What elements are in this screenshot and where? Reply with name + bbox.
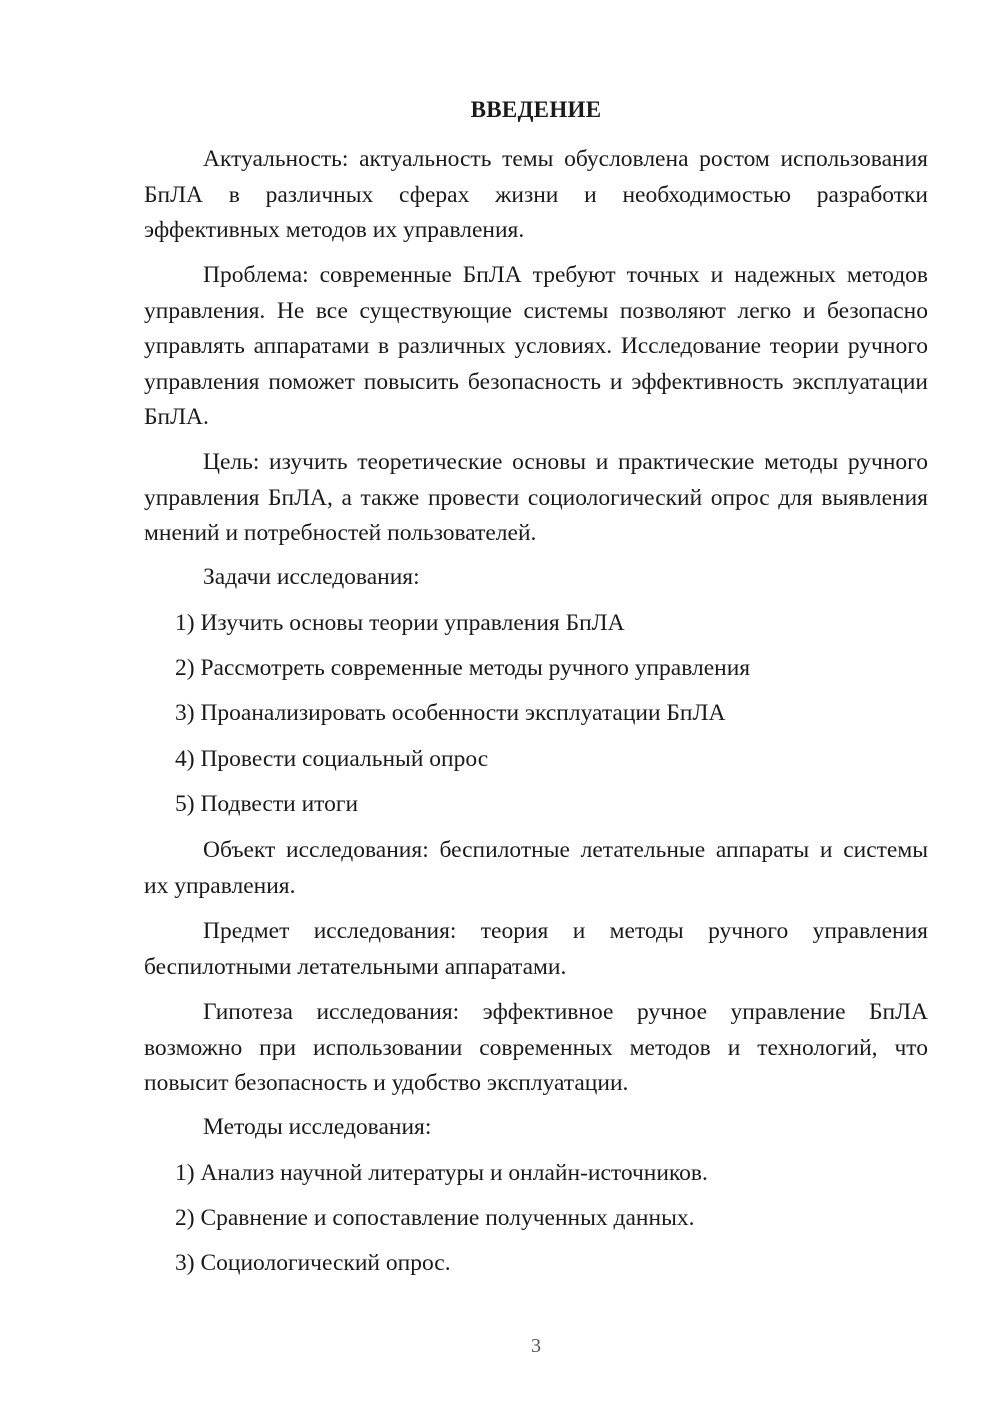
problem-paragraph: Проблема: современные БпЛА требуют точных и надежных методов управления. Не все существующие системы позволяют легко и безопасно управлять аппаратами в различных условиях. Исследование теории ручного управления поможет повысить безопасность и эффективность эксплуатации БпЛА. (144, 262, 928, 430)
task-item: 1) Изучить основы теории управления БпЛА (175, 610, 625, 636)
task-item: 2) Рассмотреть современные методы ручного управления (175, 655, 751, 681)
goal-paragraph: Цель: изучить теоретические основы и практические методы ручного управления БпЛА, а также провести социологический опрос для выявления мнений и потребностей пользователей. (144, 449, 928, 546)
method-item: 2) Сравнение и сопоставление полученных данных. (175, 1205, 695, 1231)
methods-heading: Методы исследования: (203, 1114, 432, 1140)
object-paragraph: Объект исследования: беспилотные летательные аппараты и системы их управления. (144, 837, 928, 899)
method-item: 1) Анализ научной литературы и онлайн-источников. (175, 1160, 708, 1186)
task-item: 5) Подвести итоги (175, 791, 359, 817)
task-item: 3) Проанализировать особенности эксплуатации БпЛА (175, 700, 726, 726)
page-title: ВВЕДЕНИЕ (470, 97, 602, 122)
tasks-heading: Задачи исследования: (203, 564, 420, 590)
page-number: 3 (531, 1335, 541, 1357)
task-item: 4) Провести социальный опрос (175, 746, 489, 772)
method-item: 3) Социологический опрос. (175, 1250, 451, 1276)
subject-paragraph: Предмет исследования: теория и методы ручного управления беспилотными летательными аппаратами. (144, 918, 928, 980)
relevance-paragraph: Актуальность: актуальность темы обусловлена ростом использования БпЛА в различных сферах жизни и необходимостью разработки эффективных методов их управления. (144, 146, 928, 243)
hypothesis-paragraph: Гипотеза исследования: эффективное ручное управление БпЛА возможно при использовании современных методов и технологий, что повысит безопасность и удобство эксплуатации. (144, 999, 928, 1096)
